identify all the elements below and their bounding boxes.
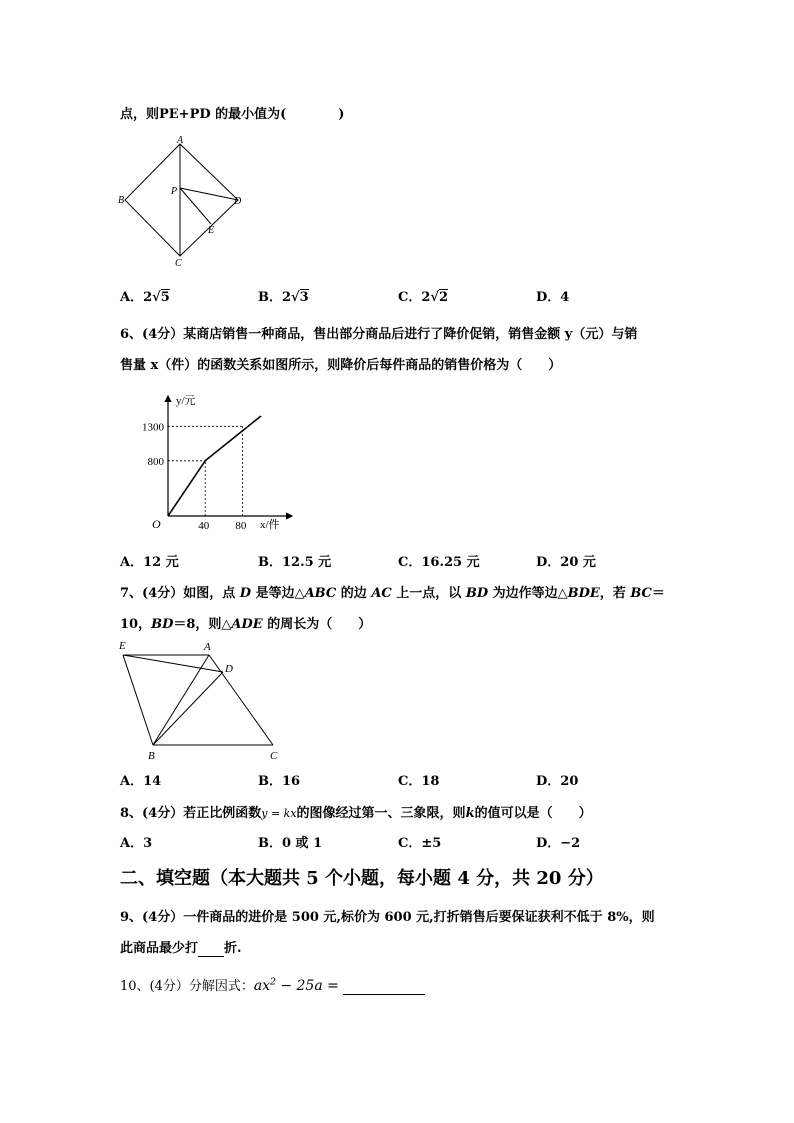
q6-x-tick-label-0: 40 bbox=[198, 520, 210, 532]
q9-line-1: 9、(4分）一件商品的进价是 500 元,标价为 600 元,打折销售后要保证获利不低于 8%，则 bbox=[120, 910, 655, 925]
q7-option-c[interactable]: C．18 bbox=[398, 774, 440, 789]
q7-option-b[interactable]: B．16 bbox=[258, 774, 301, 789]
q5-option-d[interactable]: D．4 bbox=[536, 290, 570, 305]
q5-square-figure bbox=[115, 132, 255, 267]
q5-label-d: D bbox=[234, 196, 242, 207]
q7-option-a[interactable]: A．14 bbox=[120, 774, 162, 789]
q7-label-c: C bbox=[270, 750, 278, 762]
q6-y-tick-label-0: 800 bbox=[147, 455, 164, 468]
q6-line-1: 6、(4分）某商店销售一种商品，售出部分商品后进行了降价促销，销售金额 y（元）与销 bbox=[120, 327, 638, 342]
q8-formula: y = kx bbox=[261, 807, 297, 820]
q7-segment-ab bbox=[153, 655, 209, 745]
q7-segment-ac bbox=[209, 655, 273, 745]
sqrt-icon: √ bbox=[430, 290, 439, 305]
q5-label-a: A bbox=[177, 135, 184, 146]
q6-series-segment-0 bbox=[168, 461, 205, 516]
q10-answer-blank[interactable] bbox=[343, 979, 425, 995]
q6-option-d[interactable]: D．20 元 bbox=[536, 555, 596, 570]
q6-option-b[interactable]: B．12.5 元 bbox=[258, 555, 332, 570]
q6-y-label: y/元 bbox=[176, 395, 196, 407]
q6-x-tick-label-1: 80 bbox=[235, 520, 247, 532]
q8-option-d[interactable]: D．−2 bbox=[536, 836, 581, 851]
q5-label-b: B bbox=[118, 195, 125, 206]
q6-sales-chart bbox=[140, 390, 310, 535]
q9-line-2: 此商品最少打 折. bbox=[120, 941, 242, 956]
sqrt-icon: √ bbox=[291, 290, 300, 305]
q7-line-1: 7、(4分）如图，点 D 是等边△ABC 的边 AC 上一点，以 BD 为边作等边△BDE，若 BC＝ bbox=[120, 586, 665, 601]
q8-option-c[interactable]: C．±5 bbox=[398, 836, 442, 851]
q5-label-e: E bbox=[208, 225, 215, 236]
q6-x-label: x/件 bbox=[260, 519, 280, 531]
q6-origin-label: O bbox=[152, 517, 161, 531]
q9-answer-blank[interactable] bbox=[198, 941, 224, 957]
q6-y-tick-label-1: 1300 bbox=[142, 421, 164, 434]
q5-square bbox=[125, 144, 238, 256]
sqrt-icon: √ bbox=[152, 290, 161, 305]
q7-segment-bd bbox=[153, 672, 223, 745]
q7-segment-eb bbox=[123, 655, 153, 745]
q8-option-a[interactable]: A．3 bbox=[120, 836, 153, 851]
q5-label-c: C bbox=[175, 258, 182, 267]
q7-line-2: 10，BD＝8，则△ADE 的周长为（ ） bbox=[120, 617, 372, 632]
q10-question: 10、(4分）分解因式：$ax^2 - 25a$ = bbox=[120, 975, 425, 995]
q7-label-b: B bbox=[148, 750, 155, 762]
q7-triangle-figure bbox=[115, 635, 290, 765]
q8-question: 8、(4分）若正比例函数y = kx的图像经过第一、三象限，则k的值可以是（ ） bbox=[120, 806, 592, 821]
q8-option-b[interactable]: B．0 或 1 bbox=[258, 836, 323, 851]
q7-label-d: D bbox=[225, 663, 233, 675]
q7-label-e: E bbox=[119, 640, 126, 652]
q5-question-tail: 点，则PE+PD 的最小值为( ) bbox=[120, 107, 345, 122]
q5-option-a[interactable]: A．2√5 bbox=[120, 290, 170, 305]
q5-option-b[interactable]: B．2√3 bbox=[258, 290, 309, 305]
q7-option-d[interactable]: D．20 bbox=[536, 774, 579, 789]
q7-label-a: A bbox=[204, 641, 211, 653]
q6-option-c[interactable]: C．16.25 元 bbox=[398, 555, 480, 570]
q6-series-segment-1 bbox=[205, 416, 261, 461]
q5-label-p: P bbox=[171, 186, 178, 197]
q6-line-2: 售量 x（件）的函数关系如图所示，则降价后每件商品的销售价格为（ ） bbox=[120, 358, 562, 373]
section-2-heading: 二、填空题（本大题共 5 个小题，每小题 4 分，共 20 分） bbox=[120, 868, 604, 889]
q5-option-c[interactable]: C．2√2 bbox=[398, 290, 448, 305]
q6-option-a[interactable]: A．12 元 bbox=[120, 555, 179, 570]
